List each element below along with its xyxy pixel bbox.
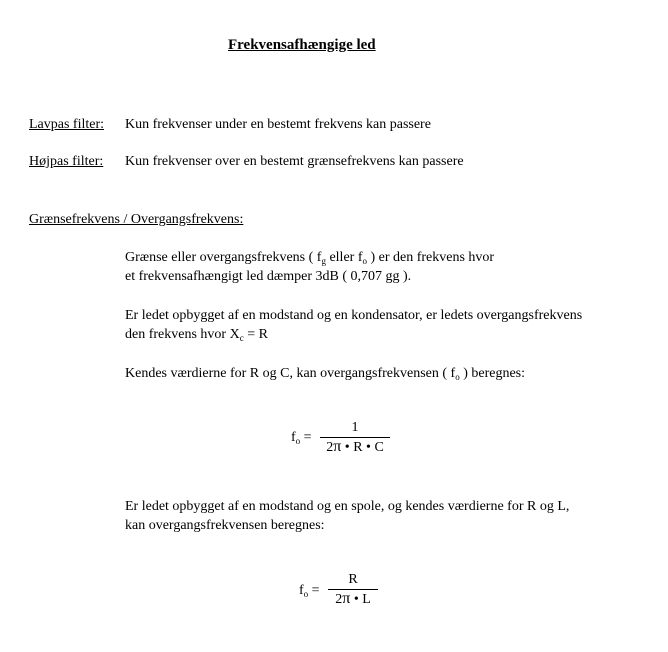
paragraph-2-line-1: Er ledet opbygget af en modstand og en kondensator, er ledets overgangsfrekvens bbox=[125, 308, 583, 323]
section-heading: Grænsefrekvens / Overgangsfrekvens: bbox=[29, 212, 244, 227]
paragraph-1-line-2: et frekvensafhængigt led dæmper 3dB ( 0,707 gg ). bbox=[125, 269, 412, 284]
formula-1-fraction-bar bbox=[320, 437, 390, 438]
lavpas-label: Lavpas filter: bbox=[29, 117, 105, 132]
p1-sub-o: o bbox=[362, 256, 367, 266]
formula-1-denominator bbox=[320, 439, 390, 456]
p2-post: = R bbox=[243, 327, 268, 342]
p1-mid: eller f bbox=[325, 250, 363, 265]
lavpas-description: Kun frekvenser under en bestemt frekvens kan passere bbox=[125, 117, 431, 132]
formula-2-fraction bbox=[328, 572, 378, 608]
formula-2-fraction-bar bbox=[328, 589, 378, 590]
formula-1-lhs bbox=[291, 430, 312, 446]
paragraph-3 bbox=[125, 366, 525, 382]
formula-2-denominator bbox=[328, 591, 378, 608]
paragraph-4-line-2: kan overgangsfrekvensen beregnes: bbox=[125, 518, 325, 533]
paragraph-2-line-2 bbox=[125, 327, 268, 343]
formula-2-f: f bbox=[299, 583, 304, 598]
hojpas-label: Højpas filter: bbox=[29, 154, 104, 169]
p2-pre: den frekvens hvor X bbox=[125, 327, 240, 342]
formula-1-f: f bbox=[291, 430, 296, 445]
p1-post: ) er den frekvens hvor bbox=[366, 250, 495, 265]
p3-sub-o: o bbox=[455, 372, 460, 382]
formula-1-den-2: 2 bbox=[326, 440, 334, 455]
p1-sub-g: g bbox=[321, 256, 326, 266]
formula-2-den-l: • L bbox=[350, 592, 371, 607]
formula-1-den-rc: • R • C bbox=[341, 440, 384, 455]
formula-2-equals: = bbox=[308, 583, 320, 598]
formula-2-pi: π bbox=[342, 590, 351, 607]
paragraph-1-line-1 bbox=[125, 250, 494, 266]
formula-1-sub: o bbox=[295, 436, 301, 446]
formula-2-numerator: R bbox=[348, 572, 358, 587]
hojpas-row bbox=[29, 154, 103, 170]
formula-1-fraction bbox=[320, 420, 390, 456]
page-title: Frekvensafhængige led bbox=[228, 37, 376, 53]
paragraph-4-line-1: Er ledet opbygget af en modstand og en spole, og kendes værdierne for R og L, bbox=[125, 499, 570, 514]
lavpas-row bbox=[29, 117, 104, 133]
formula-1-pi: π bbox=[333, 438, 342, 455]
p2-sub-c: c bbox=[239, 333, 244, 343]
formula-1-numerator: 1 bbox=[351, 420, 359, 435]
p3-pre: Kendes værdierne for R og C, kan overgangsfrekvensen ( f bbox=[125, 366, 456, 381]
p3-post: ) beregnes: bbox=[459, 366, 526, 381]
p1-pre: Grænse eller overgangsfrekvens ( f bbox=[125, 250, 322, 265]
formula-1-equals: = bbox=[300, 430, 312, 445]
formula-2-sub: o bbox=[303, 589, 309, 599]
formula-2-den-2: 2 bbox=[335, 592, 343, 607]
formula-2-lhs bbox=[299, 583, 320, 599]
hojpas-description: Kun frekvenser over en bestemt grænsefrekvens kan passere bbox=[125, 154, 464, 169]
